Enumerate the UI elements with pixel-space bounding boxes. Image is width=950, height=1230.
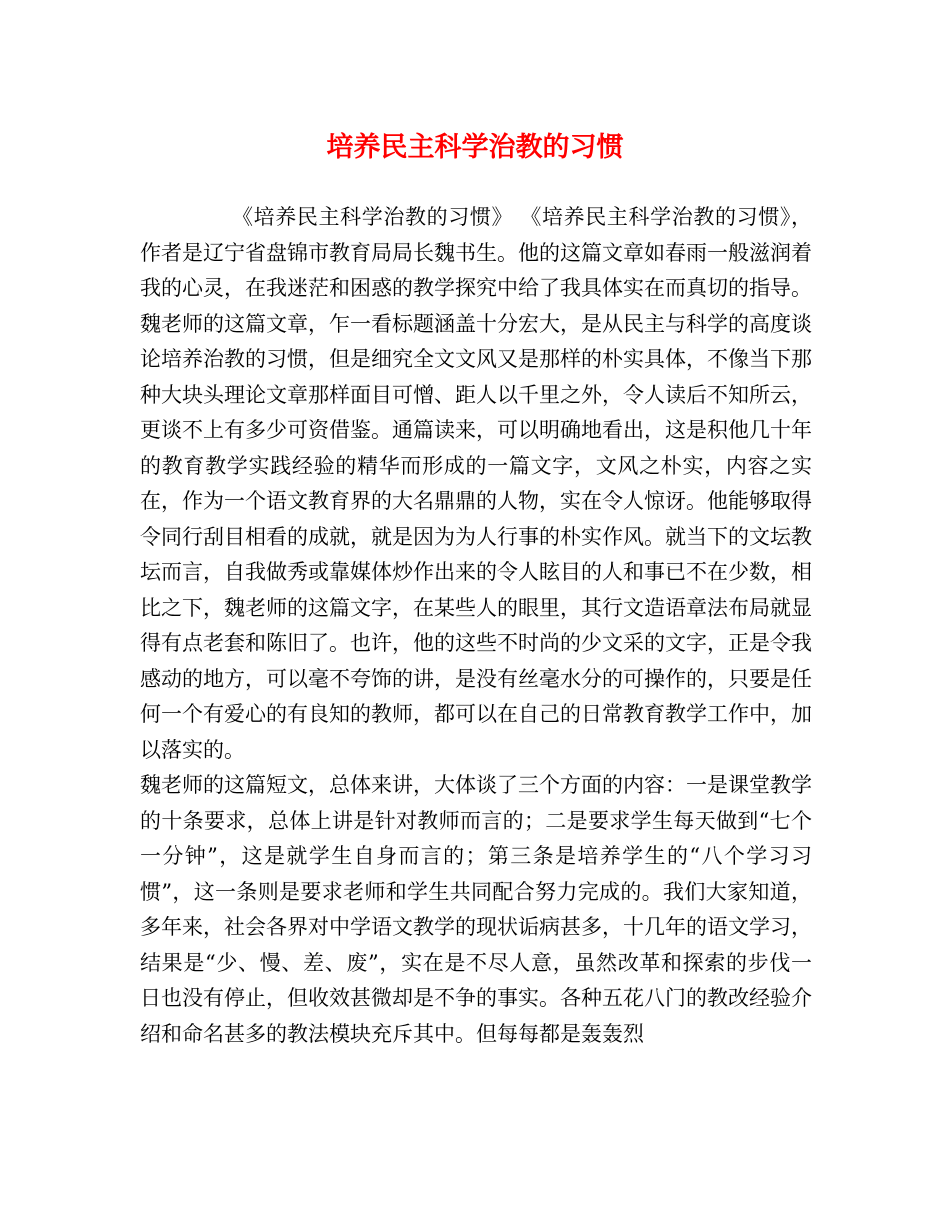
document-title: 培养民主科学治教的习惯 [326, 132, 624, 163]
document-body [140, 200, 812, 1052]
paragraph-analysis: 魏老师的这篇文章，乍一看标题涵盖十分宏大，是从民主与科学的高度谈论培养治教的习惯，但是细究全文文风又是那样的朴实具体，不像当下那种大块头理论文章那样面目可憎、距人以千里之外，令人读后不知所云，更谈不上有多少可资借鉴。通篇读来，可以明确地看出，这是积他几十年的教育教学实践经验的精华而形成的一篇文字，文风之朴实，内容之实在，作为一个语文教育界的大名鼎鼎的人物，实在令人惊讶。他能够取得令同行刮目相看的成就，就是因为为人行事的朴实作风。就当下的文坛教坛而言，自我做秀或靠媒体炒作出来的令人眩目的人和事已不在少数，相比之下，魏老师的这篇文字，在某些人的眼里，其行文造语章法布局就显得有点老套和陈旧了。也许，他的这些不时尚的少文采的文字，正是令我感动的地方，可以毫不夸饰的讲，是没有丝毫水分的可操作的，只要是任何一个有爱心的有良知的教师，都可以在自己的日常教育教学工作中，加以落实的。 [140, 311, 812, 762]
paragraph-intro: 《培养民主科学治教的习惯》 《培养民主科学治教的习惯》，作者是辽宁省盘锦市教育局局长魏书生。他的这篇文章如春雨一般滋润着我的心灵，在我迷茫和困惑的教学探究中给了我具体实在而真切的指导。 [140, 205, 812, 300]
paragraph-summary: 魏老师的这篇短文，总体来讲，大体谈了三个方面的内容：一是课堂教学的十条要求，总体上讲是针对教师而言的；二是要求学生每天做到“七个一分钟”，这是就学生自身而言的；第三条是培养学生的“八个学习习惯”，这一条则是要求老师和学生共同配合努力完成的。我们大家知道，多年来，社会各界对中学语文教学的现状诟病甚多，十几年的语文学习，结果是“少、慢、差、废”，实在是不尽人意，虽然改革和探索的步伐一日也没有停止，但收效甚微却是不争的事实。各种五花八门的教改经验介绍和命名甚多的教法模块充斥其中。但每每都是轰轰烈 [140, 773, 812, 1046]
